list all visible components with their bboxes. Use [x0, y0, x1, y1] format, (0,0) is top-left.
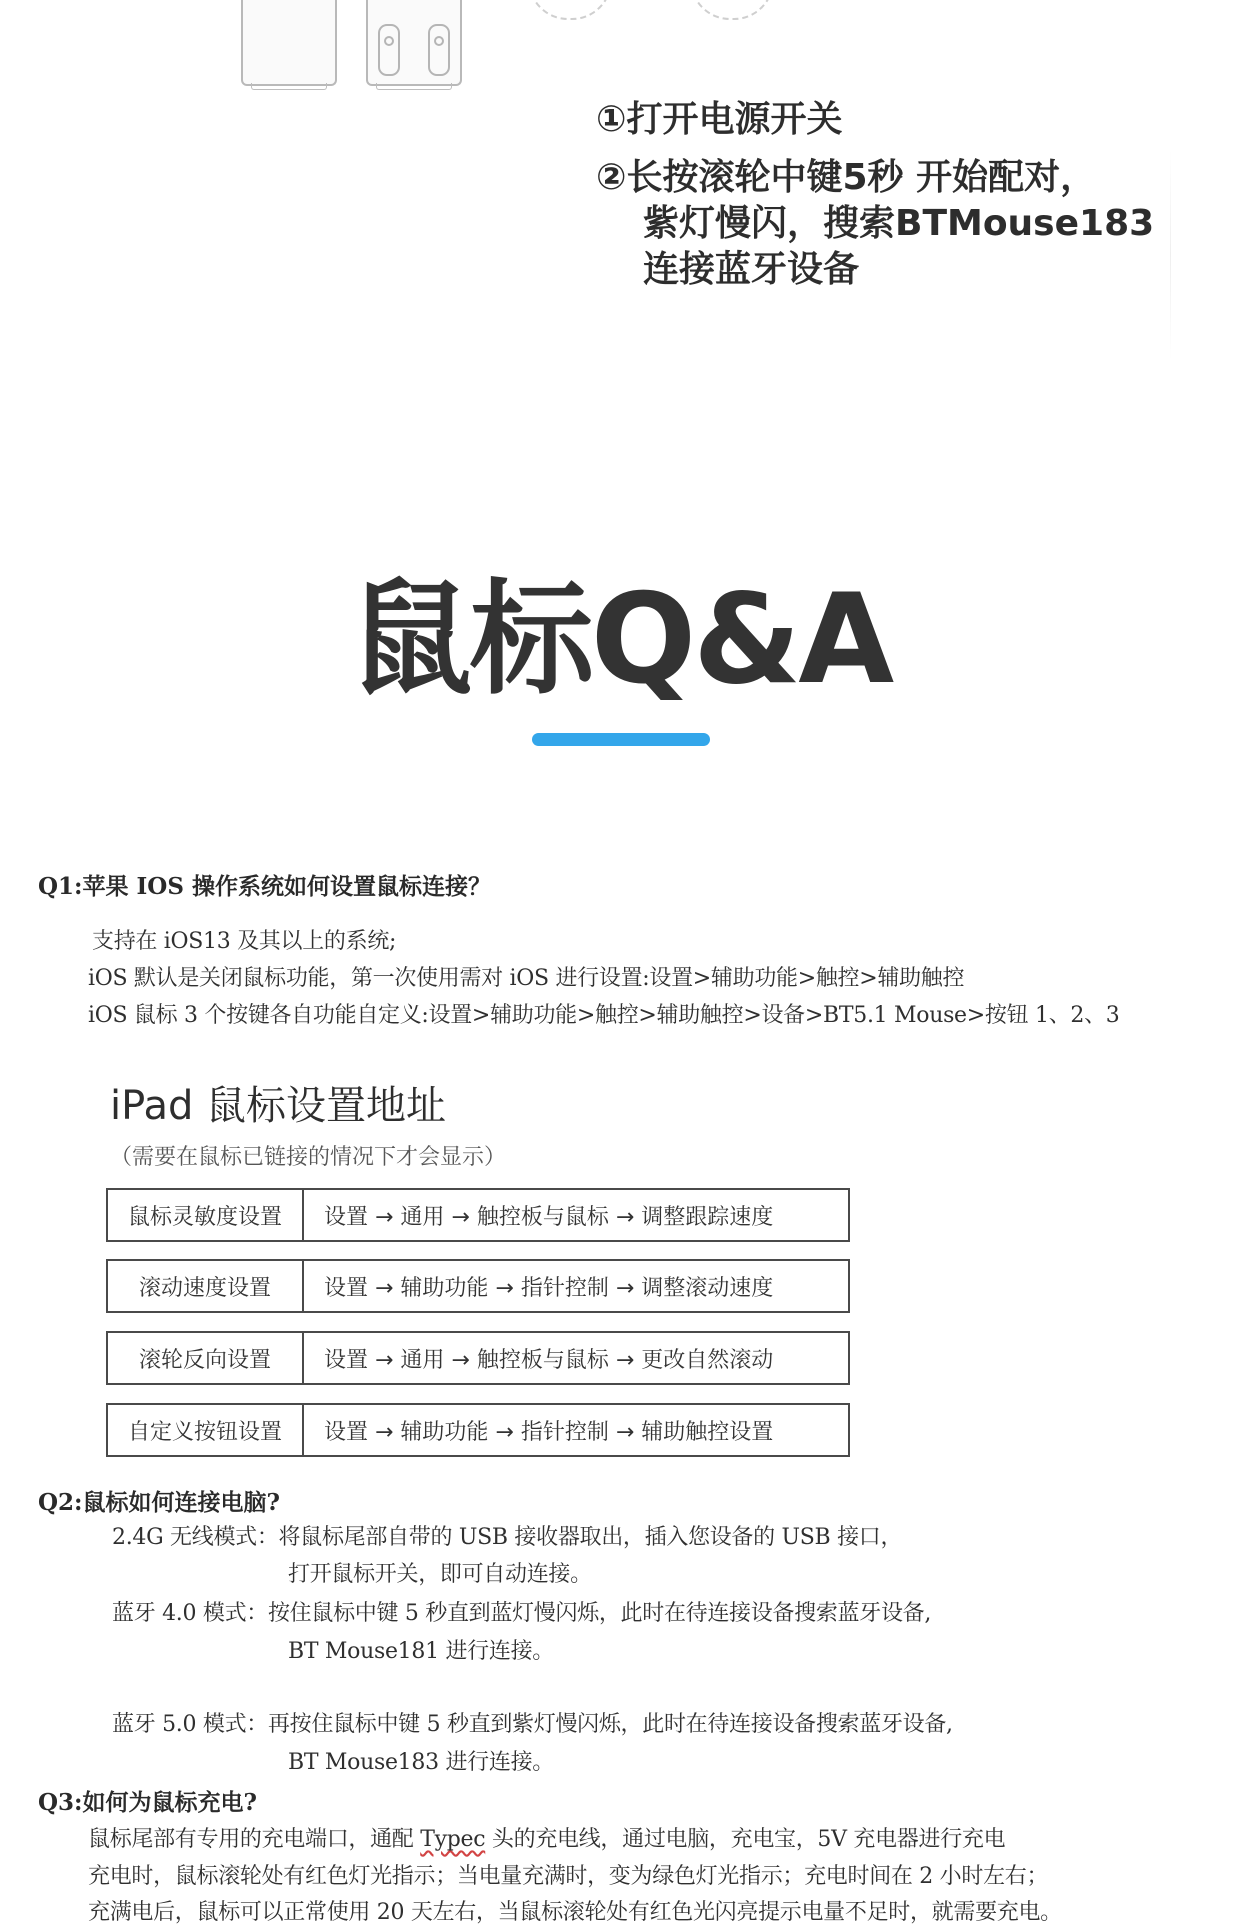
divider-line [1170, 150, 1171, 360]
settings-row-path: 设置 → 通用 → 触控板与鼠标 → 更改自然滚动 [324, 1347, 774, 1373]
device-illustration-right [366, 0, 462, 86]
q3-question: Q3:如何为鼠标充电? [38, 1789, 258, 1816]
q1-question: Q1:苹果 IOS 操作系统如何设置鼠标连接？ [38, 873, 491, 900]
q2-bt5-line-1: 蓝牙 5.0 模式：再按住鼠标中键 5 秒直到紫灯慢闪烁，此时在待连接设备搜索蓝牙设备, [112, 1712, 953, 1737]
ipad-settings-title: iPad 鼠标设置地址 [110, 1083, 447, 1129]
section-title: 鼠标Q&A [348, 568, 892, 712]
device-illustration-left [241, 0, 337, 86]
q2-bt4-line-2: BT Mouse181 进行连接。 [288, 1639, 554, 1664]
q3-line-1-c: 头的充电线，通过电脑，充电宝，5V 充电器进行充电 [485, 1827, 1006, 1852]
q1-line-1: 支持在 iOS13 及其以上的系统; [92, 929, 397, 954]
settings-row [106, 1188, 850, 1242]
settings-row [106, 1331, 850, 1385]
q1-line-2: iOS 默认是关闭鼠标功能，第一次使用需对 iOS 进行设置:设置>辅助功能>触控>辅助触控 [88, 966, 965, 991]
dashed-circle-right [690, 0, 774, 20]
button-slot-icon [428, 24, 450, 76]
q1-line-3: iOS 鼠标 3 个按键各自功能自定义:设置>辅助功能>触控>辅助触控>设备>BT5.1 Mouse>按钮 1、2、3 [88, 1003, 1120, 1028]
settings-row-label: 滚动速度设置 [108, 1261, 304, 1311]
settings-row-label: 鼠标灵敏度设置 [108, 1190, 304, 1240]
q2-bt5-line-2: BT Mouse183 进行连接。 [288, 1750, 554, 1775]
dashed-circle-left [528, 0, 612, 20]
step-2-line-2: 紫灯慢闪，搜索BTMouse183 [643, 203, 1155, 244]
q2-question: Q2:鼠标如何连接电脑? [38, 1489, 281, 1516]
settings-row-path: 设置 → 通用 → 触控板与鼠标 → 调整跟踪速度 [324, 1204, 774, 1230]
q3-line-1 [88, 1822, 1005, 1853]
settings-row-path: 设置 → 辅助功能 → 指针控制 → 辅助触控设置 [324, 1419, 774, 1445]
step-2-line-1: ②长按滚轮中键5秒 开始配对， [596, 157, 1097, 198]
step-2-line-3: 连接蓝牙设备 [643, 249, 860, 290]
settings-row [106, 1403, 850, 1457]
title-underline [532, 733, 710, 746]
settings-row-path: 设置 → 辅助功能 → 指针控制 → 调整滚动速度 [324, 1275, 774, 1301]
settings-row [106, 1259, 850, 1313]
switch-slot-icon [378, 24, 400, 76]
settings-row-label: 自定义按钮设置 [108, 1405, 304, 1455]
q2-24g-line-1: 2.4G 无线模式：将鼠标尾部自带的 USB 接收器取出，插入您设备的 USB 接口， [112, 1525, 903, 1550]
q3-line-2: 充电时，鼠标滚轮处有红色灯光指示；当电量充满时，变为绿色灯光指示；充电时间在 2 小时左右； [88, 1864, 1049, 1889]
settings-row-label: 滚轮反向设置 [108, 1333, 304, 1383]
step-1: ①打开电源开关 [596, 99, 843, 140]
q3-line-1-a: 鼠标尾部有专用的充电端口，通配 [88, 1827, 421, 1852]
typec-term: Typec [420, 1827, 486, 1852]
q2-24g-line-2: 打开鼠标开关，即可自动连接。 [288, 1562, 592, 1587]
q3-line-3: 充满电后，鼠标可以正常使用 20 天左右，当鼠标滚轮处有红色光闪亮提示电量不足时，就需要充电。 [88, 1900, 1062, 1925]
ipad-settings-note: （需要在鼠标已链接的情况下才会显示） [110, 1145, 507, 1170]
q2-bt4-line-1: 蓝牙 4.0 模式：按住鼠标中键 5 秒直到蓝灯慢闪烁，此时在待连接设备搜索蓝牙设备, [112, 1601, 932, 1626]
